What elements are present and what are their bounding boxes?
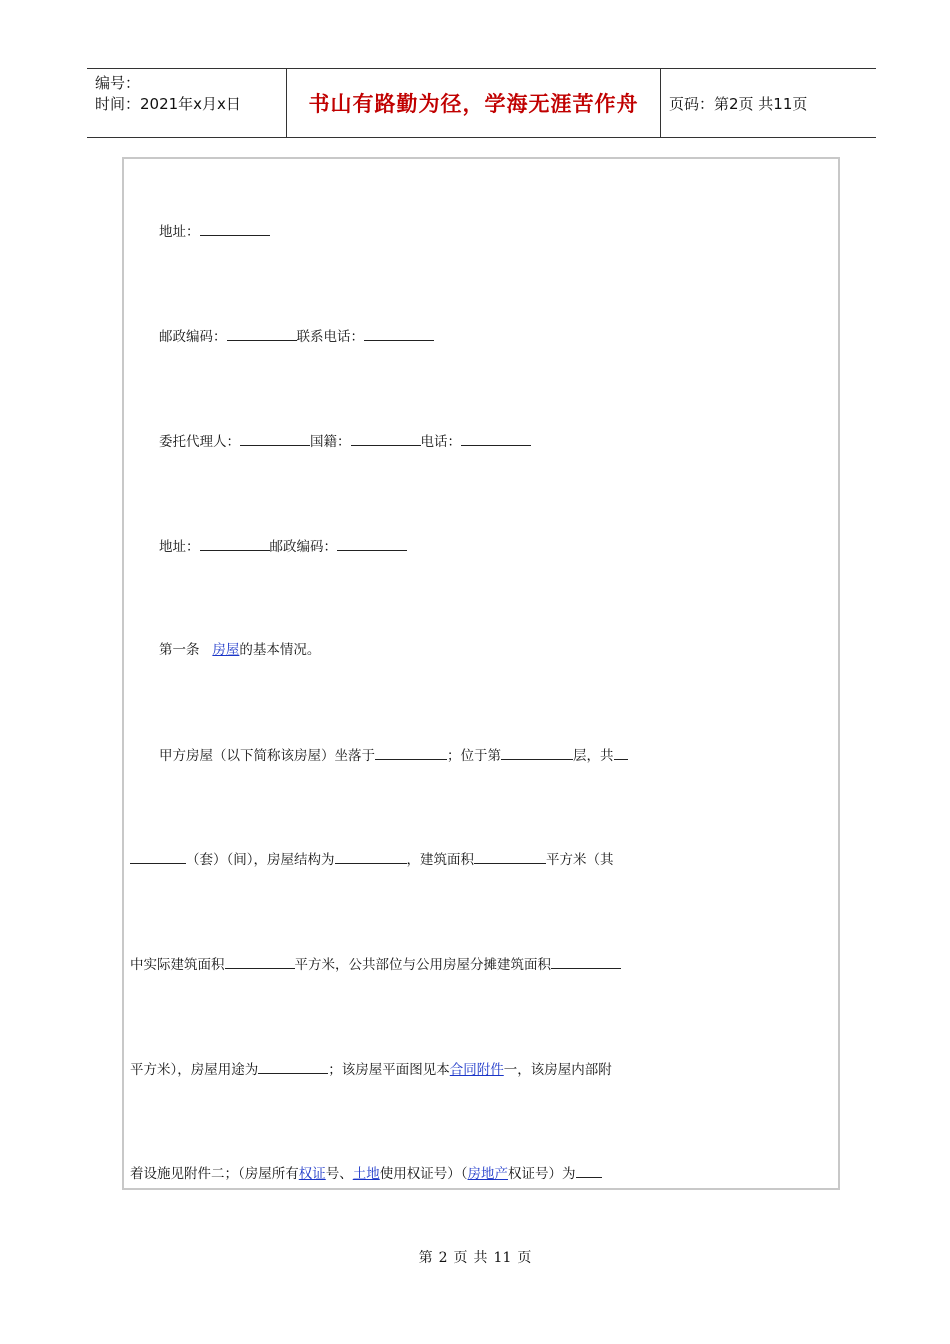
- floor-blank[interactable]: [501, 746, 573, 760]
- address-blank[interactable]: [200, 222, 270, 236]
- paragraph-line-3: 中实际建筑面积 平方米，公共部位与公用房屋分摊建筑面积: [130, 955, 621, 974]
- paragraph-line-2: （套）（间），房屋结构为 ，建筑面积 平方米（其: [130, 850, 614, 869]
- location-blank[interactable]: [375, 746, 447, 760]
- shared-area-blank[interactable]: [551, 955, 621, 969]
- actual-area-blank[interactable]: [225, 955, 295, 969]
- agent-blank[interactable]: [240, 432, 310, 446]
- header-page-info: 页码：第2页 共11页: [669, 94, 808, 113]
- paragraph-line-1: 甲方房屋（以下简称该房屋）坐落于 ；位于第 层，共: [159, 746, 628, 765]
- house-link[interactable]: 房屋: [212, 642, 240, 658]
- page-footer: 第 2 页 共 11 页: [418, 1250, 532, 1266]
- footer-page-number: 2: [438, 1250, 448, 1266]
- article-one-heading: 第一条 房屋的基本情况。: [159, 642, 321, 658]
- page-header: [87, 68, 876, 138]
- agent-line: 委托代理人： 国籍： 电话：: [159, 432, 531, 451]
- nationality-blank[interactable]: [351, 432, 421, 446]
- units-blank[interactable]: [130, 850, 186, 864]
- footer-total-pages: 11: [493, 1250, 512, 1266]
- document-number-label: 编号：: [95, 74, 141, 92]
- certificate-number-blank[interactable]: [576, 1164, 602, 1178]
- postcode-blank[interactable]: [227, 327, 297, 341]
- paragraph-line-4: 平方米），房屋用途为 ；该房屋平面图见本合同附件一，该房屋内部附: [130, 1062, 612, 1078]
- document-time-label: 时间：2021年x月x日: [95, 95, 241, 113]
- postcode-phone-line: 邮政编码： 联系电话：: [159, 327, 434, 346]
- phone-blank[interactable]: [364, 327, 434, 341]
- agent-postcode-blank[interactable]: [337, 537, 407, 551]
- agent-address-line: 地址： 邮政编码：: [159, 537, 407, 556]
- usage-blank[interactable]: [258, 1060, 328, 1074]
- header-motto: 书山有路勤为径，学海无涯苦作舟: [287, 69, 661, 137]
- content-frame: [122, 157, 840, 1190]
- real-estate-link[interactable]: 房地产: [467, 1166, 508, 1182]
- total-floors-blank[interactable]: [614, 746, 628, 760]
- title-certificate-link[interactable]: 权证: [298, 1166, 326, 1182]
- agent-address-blank[interactable]: [200, 537, 270, 551]
- paragraph-line-5: 着设施见附件二；（房屋所有权证号、土地使用权证号）（房地产权证号）为: [130, 1164, 602, 1183]
- structure-blank[interactable]: [335, 850, 407, 864]
- building-area-blank[interactable]: [474, 850, 546, 864]
- address-line: 地址：: [159, 222, 270, 241]
- contract-attachment-link[interactable]: 合同附件: [449, 1062, 504, 1078]
- agent-phone-blank[interactable]: [461, 432, 531, 446]
- header-meta: [87, 69, 287, 137]
- land-link[interactable]: 土地: [352, 1166, 380, 1182]
